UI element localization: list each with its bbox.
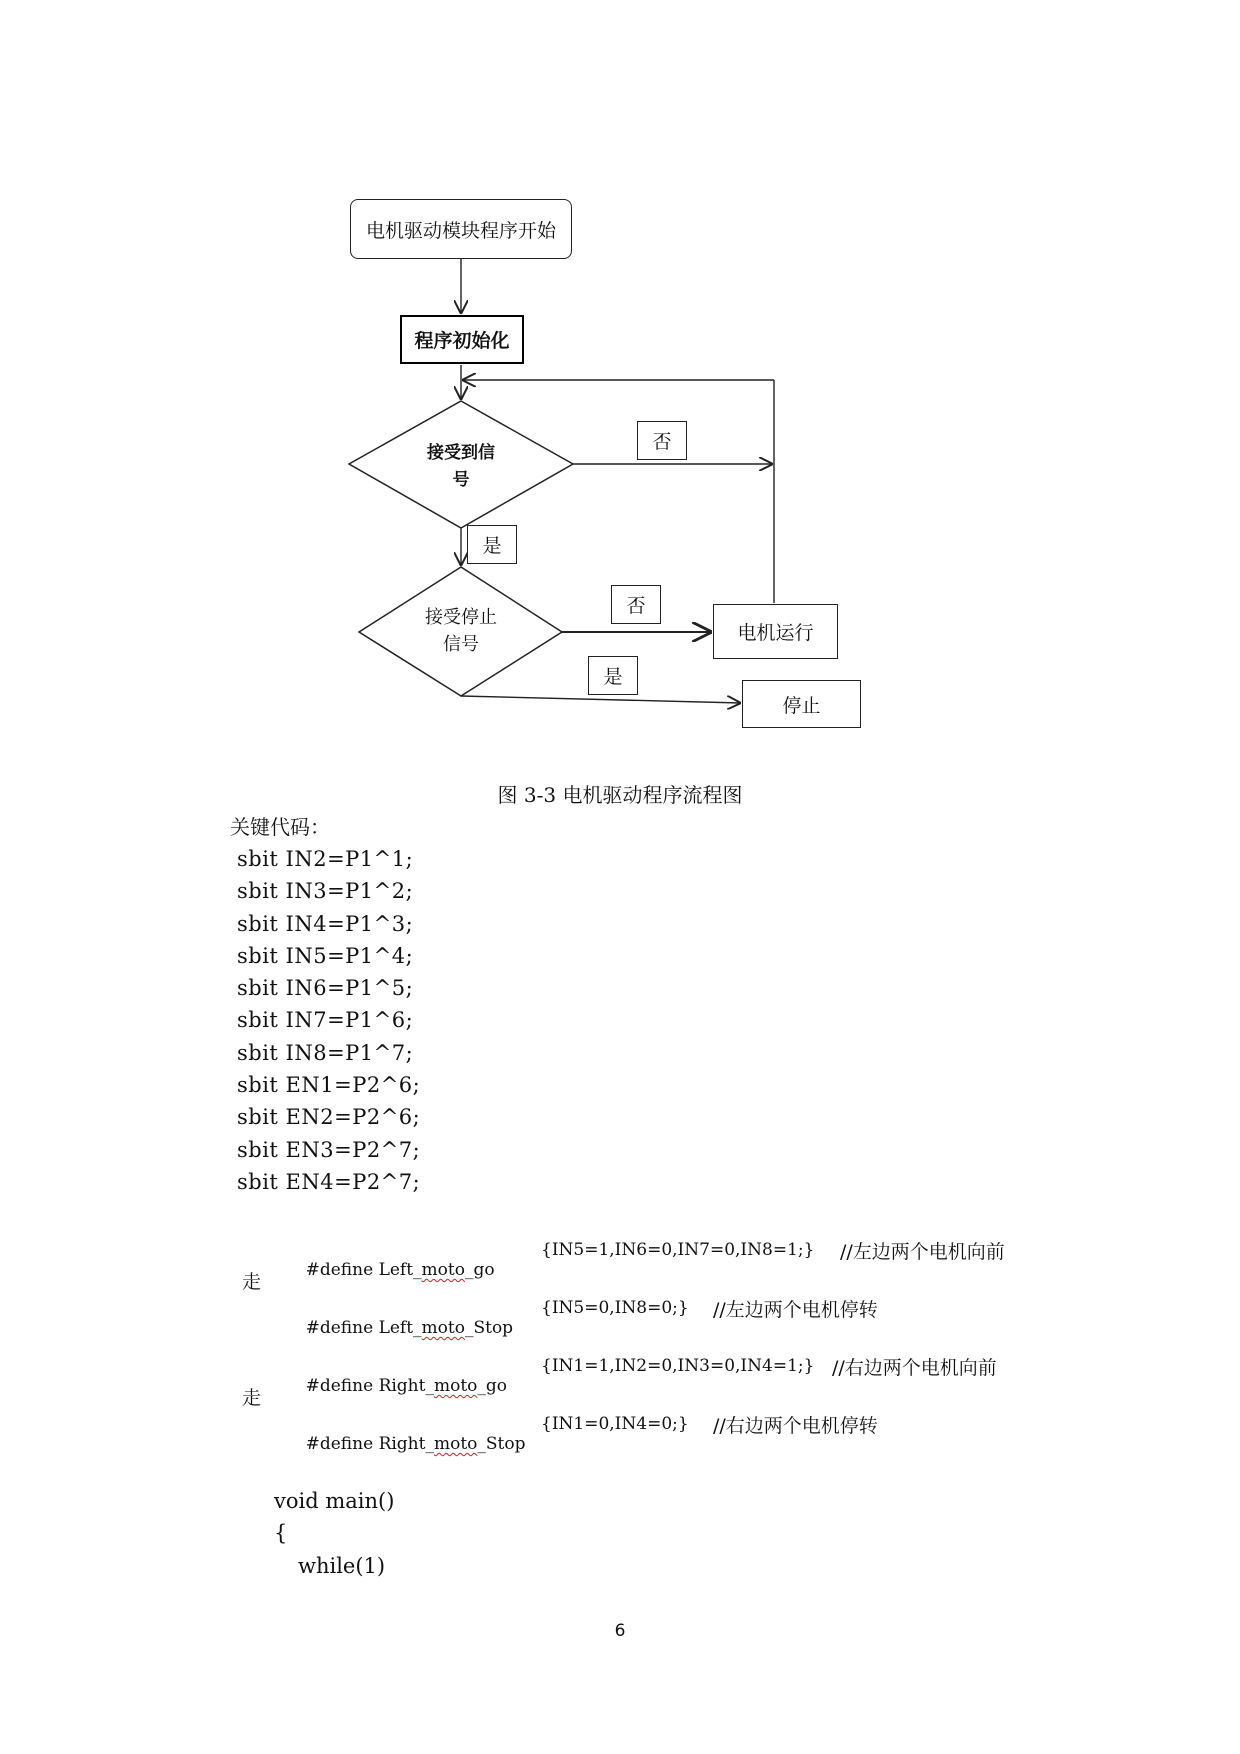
code-line: sbit IN5=P1^4; (237, 943, 414, 968)
define-right-go-comment: //右边两个电机向前 (832, 1357, 997, 1379)
define-left-stop-value: {IN5=0,IN8=0;} (541, 1298, 689, 1318)
define-right-stop (284, 1414, 526, 1474)
decision2-yes-text: 是 (603, 666, 623, 688)
define-suffix: _Stop (464, 1318, 514, 1338)
code-line: sbit IN6=P1^5; (237, 976, 414, 1001)
define-prefix: #define Right_ (305, 1434, 434, 1454)
define-right-go-wrap: 走 (242, 1387, 262, 1409)
code-line: sbit IN7=P1^6; (237, 1008, 414, 1033)
spellcheck-word: moto (433, 1434, 478, 1454)
decision2-yes-label (588, 656, 638, 695)
arrow-decision2-yes (461, 696, 741, 703)
decision1-label (401, 440, 521, 494)
define-right-stop-value: {IN1=0,IN4=0;} (541, 1414, 689, 1434)
init-node (400, 315, 524, 364)
define-prefix: #define Left_ (305, 1318, 422, 1338)
code-line: sbit EN3=P2^7; (237, 1137, 421, 1162)
code-line: sbit IN3=P1^2; (237, 879, 414, 904)
define-suffix: _go (464, 1260, 495, 1280)
stop-node-label: 停止 (782, 694, 821, 717)
decision2-no-text: 否 (626, 595, 646, 617)
define-left-go-value: {IN5=1,IN6=0,IN7=0,IN8=1;} (541, 1240, 815, 1260)
code-open-brace: { (274, 1521, 288, 1545)
define-left-stop-comment: //左边两个电机停转 (713, 1299, 878, 1321)
spellcheck-word: moto (421, 1260, 465, 1280)
decision2-label (401, 604, 521, 658)
decision1-label-line1: 接受到信 (427, 443, 495, 463)
decision2-no-label (611, 585, 661, 624)
define-left-go-wrap: 走 (242, 1271, 262, 1293)
sbit-declarations (237, 843, 420, 1198)
define-suffix: _Stop (477, 1434, 526, 1454)
code-line: sbit EN2=P2^6; (237, 1105, 421, 1130)
code-line: sbit IN8=P1^7; (237, 1040, 414, 1065)
decision1-label-line2: 号 (452, 470, 470, 490)
decision1-yes-label (467, 525, 517, 564)
code-line: sbit EN4=P2^7; (237, 1169, 421, 1194)
key-code-heading: 关键代码： (230, 815, 330, 839)
page-number: 6 (614, 1621, 626, 1641)
define-suffix: _go (477, 1376, 508, 1396)
define-right-stop-comment: //右边两个电机停转 (713, 1415, 878, 1437)
decision2-label-line2: 信号 (443, 634, 479, 655)
define-right-go-value: {IN1=1,IN2=0,IN3=0,IN4=1;} (541, 1356, 815, 1376)
motor-run-node (713, 604, 838, 659)
code-line: sbit IN2=P1^1; (237, 847, 414, 871)
init-node-label: 程序初始化 (414, 330, 510, 352)
code-while-loop: while(1) (298, 1554, 386, 1578)
decision1-no-text: 否 (652, 431, 672, 453)
code-line: sbit EN1=P2^6; (237, 1073, 421, 1098)
define-left-go (284, 1240, 495, 1300)
motor-run-label: 电机运行 (737, 622, 814, 644)
figure-caption: 图 3-3 电机驱动程序流程图 (497, 783, 743, 807)
decision1-no-label (637, 421, 687, 460)
decision1-yes-text: 是 (482, 535, 502, 557)
stop-node (742, 680, 861, 728)
code-line: sbit IN4=P1^3; (237, 911, 414, 936)
flowchart-connectors (0, 0, 1240, 760)
code-void-main: void main() (274, 1489, 395, 1513)
decision2-label-line1: 接受停止 (425, 607, 497, 628)
define-left-stop (284, 1298, 513, 1358)
motor-drive-flowchart (0, 0, 1240, 760)
define-left-go-comment: //左边两个电机向前 (840, 1241, 1005, 1263)
start-node (350, 199, 572, 259)
spellcheck-word: moto (433, 1376, 478, 1396)
start-node-label: 电机驱动模块程序开始 (365, 219, 556, 242)
define-prefix: #define Left_ (305, 1260, 422, 1280)
define-right-go (284, 1356, 507, 1416)
define-prefix: #define Right_ (305, 1376, 434, 1396)
spellcheck-word: moto (421, 1318, 465, 1338)
